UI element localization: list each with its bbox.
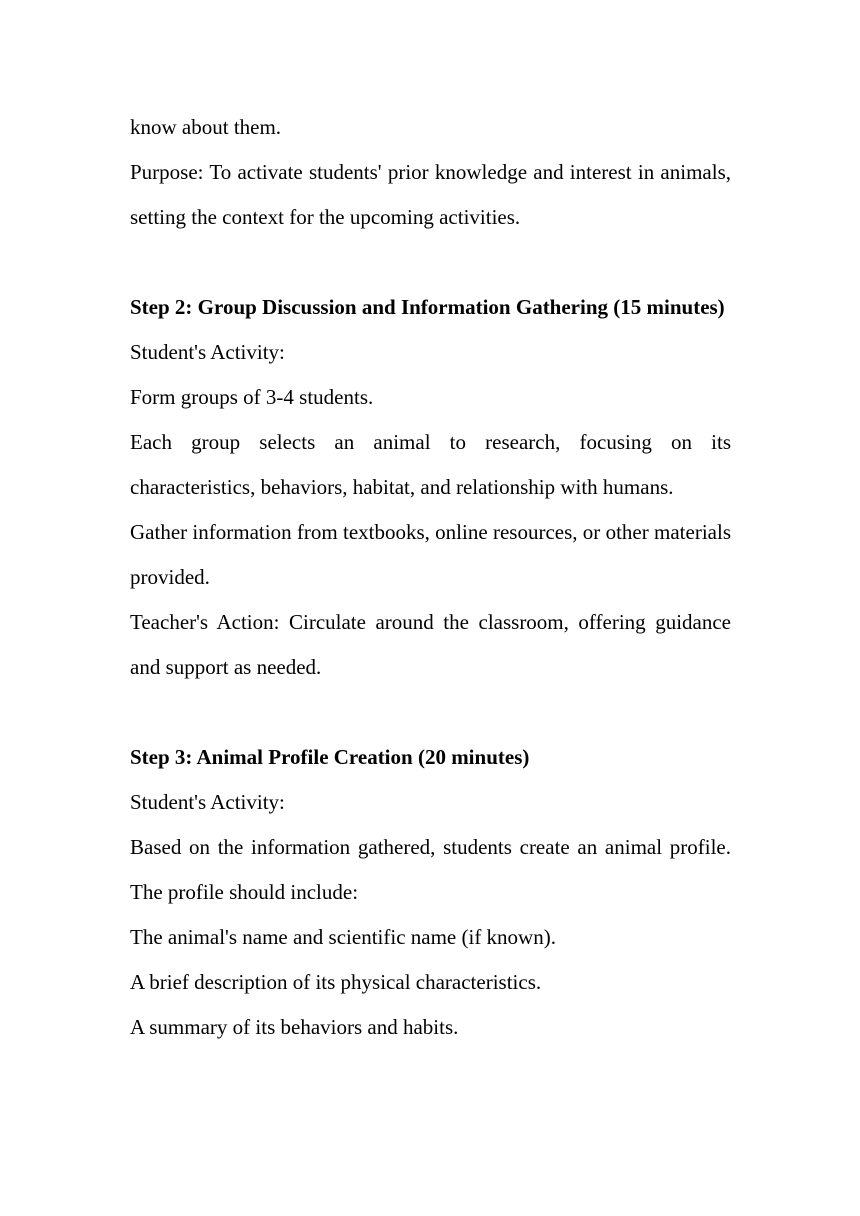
- step2-activity-label: Student's Activity:: [130, 340, 285, 364]
- step3-item: Based on the information gathered, students create an animal profile. The profile should include:: [130, 835, 731, 904]
- step2-item: Each group selects an animal to research, focusing on its characteristics, behaviors, habitat, and relationship with humans.: [130, 430, 731, 499]
- step2-item: Gather information from textbooks, online resources, or other materials provided.: [130, 520, 731, 589]
- document-page: [130, 105, 731, 1050]
- step3-activity-label: Student's Activity:: [130, 790, 285, 814]
- section-gap: [130, 690, 731, 735]
- step2-heading: Step 2: Group Discussion and Information Gathering (15 minutes): [130, 295, 725, 319]
- section-gap: [130, 240, 731, 285]
- intro-continuation: know about them.: [130, 115, 282, 139]
- step2-item: Form groups of 3-4 students.: [130, 385, 374, 409]
- step3-item: The animal's name and scientific name (if known).: [130, 925, 556, 949]
- step3-item: A summary of its behaviors and habits.: [130, 1015, 459, 1039]
- step3-heading: Step 3: Animal Profile Creation (20 minutes): [130, 745, 530, 769]
- step2-teacher-action: Teacher's Action: Circulate around the classroom, offering guidance and support as needed.: [130, 610, 731, 679]
- step3-item: A brief description of its physical characteristics.: [130, 970, 542, 994]
- intro-purpose: Purpose: To activate students' prior knowledge and interest in animals, setting the context for the upcoming activities.: [130, 160, 731, 229]
